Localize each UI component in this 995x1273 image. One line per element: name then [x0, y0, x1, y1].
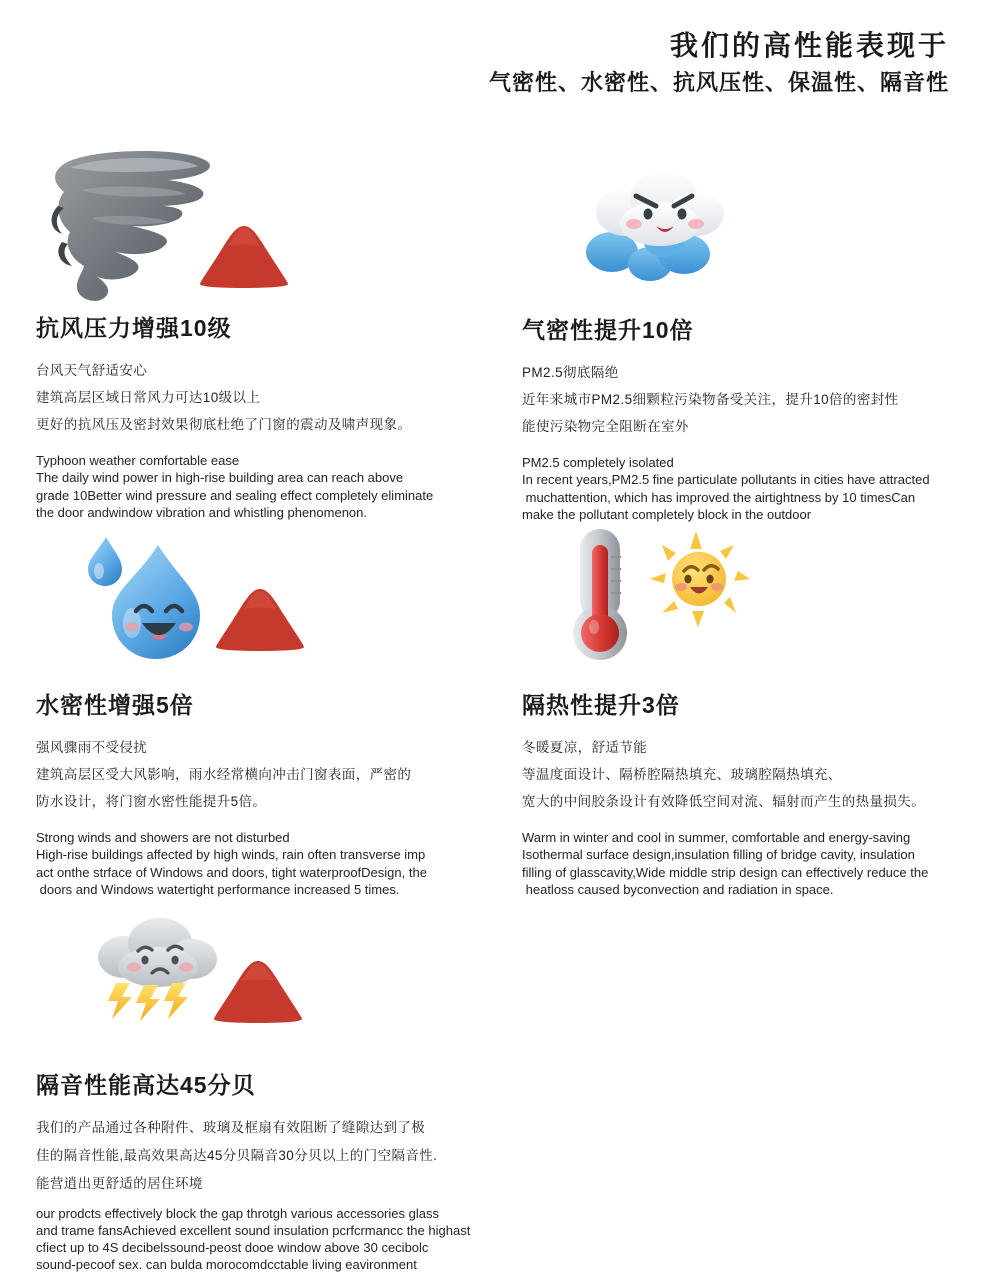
cn-line: 建筑高层区受大风影响，雨水经常横向冲击门窗表面，严密的 [36, 766, 412, 782]
badge-water-grade [212, 587, 308, 653]
angry-cloud-icon [564, 156, 995, 306]
card-title-watertightness: 水密性增强5倍 [36, 691, 194, 718]
en-line: Warm in winter and cool in summer, comfortable and energy-saving [522, 829, 911, 845]
page-subtitle: 气密性、水密性、抗风压性、保温性、隔音性 [488, 70, 949, 95]
feature-grid [0, 156, 995, 1273]
en-line: grade 10Better wind pressure and sealing effect completely eliminate [36, 487, 434, 503]
card-en-text-wind-pressure [36, 452, 514, 522]
card-en-text-watertightness [36, 829, 514, 899]
en-line: doors and Windows watertight performance increased 5 times. [36, 882, 400, 898]
page-header [0, 0, 995, 98]
empty-cell [522, 911, 995, 1231]
cn-line: 能使污染物完全阻断在室外 [522, 418, 689, 434]
en-line: muchattention, which has improved the airtightness by 10 timesCan [522, 489, 916, 505]
card-cn-text-thermal-insulation [522, 734, 995, 815]
card-en-text-sound-insulation [36, 1205, 514, 1273]
en-line: the door andwindow vibration and whistling phenomenon. [36, 505, 367, 521]
card-title-thermal-insulation: 隔热性提升3倍 [522, 691, 680, 718]
en-line: make the pollutant completely block in the outdoor [522, 507, 812, 523]
cn-line: 建筑高层区域日常风力可达10级以上 [36, 389, 261, 405]
card-en-text-airtightness [522, 454, 995, 524]
card-cn-text-watertightness [36, 734, 514, 815]
card-en-text-thermal-insulation [522, 829, 995, 899]
en-line: filling of glasscavity,Wide middle strip design can effectively reduce the [522, 864, 929, 880]
cn-line: 宽大的中间胶条设计有效降低空间对流、辐射而产生的热量损失。 [522, 793, 926, 809]
cn-line: 能营逍出更舒适的居住环境 [36, 1176, 203, 1192]
cn-line: PM2.5彻底隔绝 [522, 364, 619, 380]
cn-line: 台风天气舒适安心 [36, 362, 148, 378]
card-cn-text-wind-pressure [36, 357, 514, 438]
cn-line: 冬暖夏凉，舒适节能 [522, 739, 648, 755]
en-line: Isothermal surface design,insulation filling of bridge cavity, insulation [522, 847, 915, 863]
en-line: High-rise buildings affected by high winds, rain often transverse imp [36, 847, 426, 863]
en-line: act onthe strface of Windows and doors, tight waterproofDesign, the [36, 864, 427, 880]
en-line: In recent years,PM2.5 fine particulate pollutants in cities have attracted [522, 472, 930, 488]
card-title-sound-insulation: 隔音性能高达45分贝 [36, 1071, 256, 1098]
feature-card-airtightness [522, 156, 995, 531]
feature-card-wind-pressure [36, 156, 514, 531]
en-line: heatloss caused byconvection and radiation in space. [522, 882, 834, 898]
badge-wind-grade [196, 224, 292, 290]
cn-line: 强风骤雨不受侵扰 [36, 739, 148, 755]
card-cn-text-sound-insulation [36, 1114, 514, 1199]
feature-card-thermal-insulation [522, 531, 995, 911]
feature-card-watertightness [36, 531, 514, 911]
cn-line: 防水设计，将门窗水密性能提升5倍。 [36, 793, 267, 809]
thermometer-sun-icon [558, 531, 995, 681]
en-line: PM2.5 completely isolated [522, 454, 674, 470]
card-title-wind-pressure: 抗风压力增强10级 [36, 314, 232, 341]
badge-decibel [210, 959, 306, 1025]
cn-line: 更好的抗风压及密封效果彻底杜绝了门窗的震动及啸声现象。 [36, 416, 412, 432]
cn-line: 佳的隔音性能,最高效果高达45分贝隔音30分贝以上的门空隔音性. [36, 1147, 438, 1163]
feature-card-sound-insulation [36, 911, 514, 1273]
page-title: 我们的高性能表现于 [669, 30, 949, 61]
card-cn-text-airtightness [522, 359, 995, 440]
water-drop-icon [66, 531, 514, 681]
en-line: and trame fansAchieved excellent sound insulation pcrfcrmancc the highast [36, 1222, 471, 1238]
en-line: Typhoon weather comfortable ease [36, 452, 240, 468]
en-line: cfiect up to 4S decibelssound-peost dooe window above 30 cecibolc [36, 1239, 429, 1255]
en-line: Strong winds and showers are not disturbed [36, 829, 290, 845]
en-line: The daily wind power in high-rise building area can reach above [36, 470, 404, 486]
en-line: sound-pecoof sex. can bulda morocomdcctable living eavironment [36, 1257, 417, 1273]
card-title-airtightness: 气密性提升10倍 [522, 316, 694, 343]
cn-line: 我们的产品通过各种附件、玻璃及框扇有效阻断了缝隙达到了极 [36, 1119, 426, 1135]
storm-cloud-icon [82, 911, 514, 1061]
cn-line: 等温度面设计、隔桥腔隔热填充、玻璃腔隔热填充、 [522, 766, 842, 782]
cn-line: 近年来城市PM2.5细颗粒污染物备受关注，提升10倍的密封性 [522, 391, 899, 407]
en-line: our prodcts effectively block the gap throtgh various accessories glass [36, 1205, 439, 1221]
tornado-icon [48, 156, 514, 306]
